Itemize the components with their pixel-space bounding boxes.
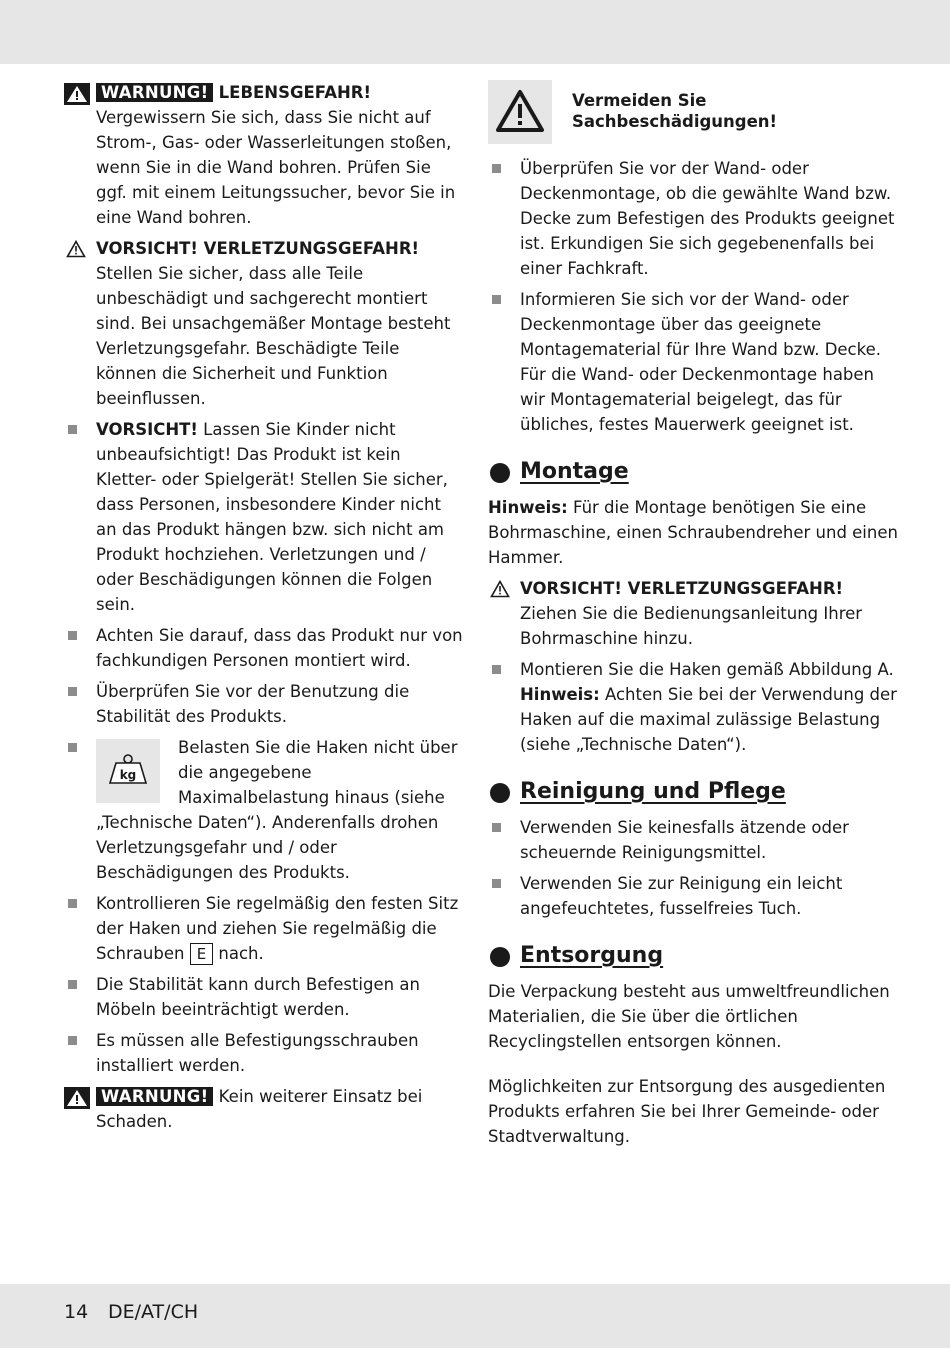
section-heading-text: Entsorgung <box>520 943 664 968</box>
section-heading-disposal <box>488 941 898 971</box>
list-item <box>64 417 464 617</box>
warning-heading: LEBENSGEFAHR! <box>218 83 371 102</box>
section-dot-icon <box>490 783 510 803</box>
warning-text: Kein weiterer Einsatz bei Schaden. <box>96 1087 423 1131</box>
note-label: Hinweis: <box>488 498 568 517</box>
square-bullet-icon <box>68 425 77 434</box>
list-item <box>64 1028 464 1078</box>
section-heading-text: Montage <box>520 459 629 484</box>
square-bullet-icon <box>492 164 501 173</box>
list-item <box>488 156 898 281</box>
square-bullet-icon <box>68 1036 77 1045</box>
square-bullet-icon <box>492 823 501 832</box>
square-bullet-icon <box>68 980 77 989</box>
list-item <box>64 623 464 673</box>
warning-text: Vergewissern Sie sich, dass Sie nicht auf Strom-, Gas- oder Wasserleitungen stoßen, wenn Sie in die Wand bohren. Prüfen Sie ggf. mit einem Leitungssucher, bevor Sie in eine Wand bohren. <box>96 108 456 227</box>
list-item <box>488 657 898 757</box>
caution-text: Stellen Sie sicher, dass alle Teile unbeschädigt und sachgerecht montiert sind. Bei unsachgemäßer Montage besteht Verletzungsgefahr. Beschädigte Teile können die Sicherheit und Funktion beeinflussen. <box>96 264 451 408</box>
list-item-text: Kontrollieren Sie regelmäßig den festen Sitz der Haken und ziehen Sie regelmäßig die Schrauben <box>96 894 459 963</box>
square-bullet-icon <box>68 899 77 908</box>
list-item-text: Verwenden Sie zur Reinigung ein leicht angefeuchtetes, fusselfreies Tuch. <box>520 874 843 918</box>
left-column <box>64 80 464 1140</box>
list-item <box>488 871 898 921</box>
disposal-paragraph: Möglichkeiten zur Entsorgung des ausgedienten Produkts erfahren Sie bei Ihrer Gemeinde- oder Stadtverwaltung. <box>488 1077 886 1146</box>
caution-heading: VORSICHT! VERLETZUNGSGEFAHR! <box>96 239 420 258</box>
square-bullet-icon <box>68 687 77 696</box>
warning-icon <box>64 83 90 105</box>
note-text: Achten Sie bei der Verwendung der Haken auf die maximal zulässige Belastung (siehe „Technische Daten“). <box>520 685 897 754</box>
warning-triangle-icon <box>488 80 552 144</box>
list-item-text: Informieren Sie sich vor der Wand- oder Deckenmontage über das geeignete Montagematerial für Ihre Wand bzw. Decke. Für die Wand- oder Deckenmontage haben wir Montagematerial beigelegt, das für übliches, festes Mauerwerk geeignet ist. <box>520 290 881 434</box>
section-dot-icon <box>490 463 510 483</box>
list-item-text-end: nach. <box>213 944 264 963</box>
list-item-text: Verwenden Sie keinesfalls ätzende oder scheuernde Reinigungsmittel. <box>520 818 849 862</box>
property-damage-notice <box>488 80 898 146</box>
caution-triangle-icon <box>66 240 86 258</box>
warning-badge: WARNUNG! <box>96 83 213 102</box>
section-heading-text: Reinigung und Pflege <box>520 779 786 804</box>
footer-bar <box>0 1284 950 1348</box>
list-item-text: Montieren Sie die Haken gemäß Abbildung A. <box>520 660 894 679</box>
list-item-text: Lassen Sie Kinder nicht unbeaufsichtigt! Das Produkt ist kein Kletter- oder Spielgerät! Stellen Sie sicher, dass Personen, insbesondere Kinder nicht an das Produkt hängen bzw. sich nicht am Produkt hochziehen. Verletzungen und / oder Beschädigungen können die Folgen sein. <box>96 420 448 614</box>
list-item-text: Die Stabilität kann durch Befestigen an Möbeln beeinträchtigt werden. <box>96 975 420 1019</box>
list-item <box>64 972 464 1022</box>
square-bullet-icon <box>492 879 501 888</box>
warning-badge: WARNUNG! <box>96 1087 213 1106</box>
top-bar <box>0 0 950 64</box>
list-item-text: Es müssen alle Befestigungsschrauben installiert werden. <box>96 1031 419 1075</box>
section-heading-cleaning <box>488 777 898 807</box>
section-heading-montage <box>488 457 898 487</box>
property-damage-heading: Vermeiden Sie Sachbeschädigungen! <box>572 91 778 131</box>
warning-life-danger <box>64 80 464 230</box>
weight-icon-label: kg <box>119 768 137 782</box>
caution-injury <box>488 576 898 651</box>
weight-icon <box>96 739 160 803</box>
disposal-paragraph: Die Verpackung besteht aus umweltfreundlichen Materialien, die Sie über die örtlichen Recyclingstellen entsorgen können. <box>488 982 890 1051</box>
list-item <box>64 891 464 966</box>
section-dot-icon <box>490 947 510 967</box>
square-bullet-icon <box>492 665 501 674</box>
caution-label: VORSICHT! <box>96 420 198 439</box>
list-item-text: Belasten Sie die Haken nicht über die angegebene Maximalbelastung hinaus (siehe „Technische Daten“). Anderenfalls drohen Verletzungsgefahr und / oder Beschädigungen des Produkts. <box>96 738 458 882</box>
list-item <box>488 287 898 437</box>
locale-label: DE/AT/CH <box>108 1301 199 1323</box>
note-text: Für die Montage benötigen Sie eine Bohrmaschine, einen Schraubendreher und einen Hammer. <box>488 498 898 567</box>
note-label: Hinweis: <box>520 685 600 704</box>
square-bullet-icon <box>492 295 501 304</box>
caution-injury <box>64 236 464 411</box>
right-column <box>488 80 898 1155</box>
square-bullet-icon <box>68 743 77 752</box>
warning-icon <box>64 1087 90 1109</box>
part-label-box: E <box>190 943 213 965</box>
page-number: 14 <box>64 1301 89 1323</box>
list-item-text: Überprüfen Sie vor der Benutzung die Stabilität des Produkts. <box>96 682 410 726</box>
caution-text: Ziehen Sie die Bedienungsanleitung Ihrer Bohrmaschine hinzu. <box>520 604 863 648</box>
list-item <box>488 815 898 865</box>
list-item <box>64 735 464 885</box>
caution-heading: VORSICHT! VERLETZUNGSGEFAHR! <box>520 579 844 598</box>
list-item <box>64 679 464 729</box>
warning-icon-box <box>488 80 552 144</box>
montage-note <box>488 495 898 570</box>
weight-icon-box <box>96 739 160 803</box>
caution-triangle-icon <box>490 580 510 598</box>
square-bullet-icon <box>68 631 77 640</box>
list-item-text: Überprüfen Sie vor der Wand- oder Deckenmontage, ob die gewählte Wand bzw. Decke zum Befestigen des Produkts geeignet ist. Erkundigen Sie sich gegebenenfalls bei einer Fachkraft. <box>520 159 895 278</box>
warning-no-further-use <box>64 1084 464 1134</box>
list-item-text: Achten Sie darauf, dass das Produkt nur von fachkundigen Personen montiert wird. <box>96 626 463 670</box>
